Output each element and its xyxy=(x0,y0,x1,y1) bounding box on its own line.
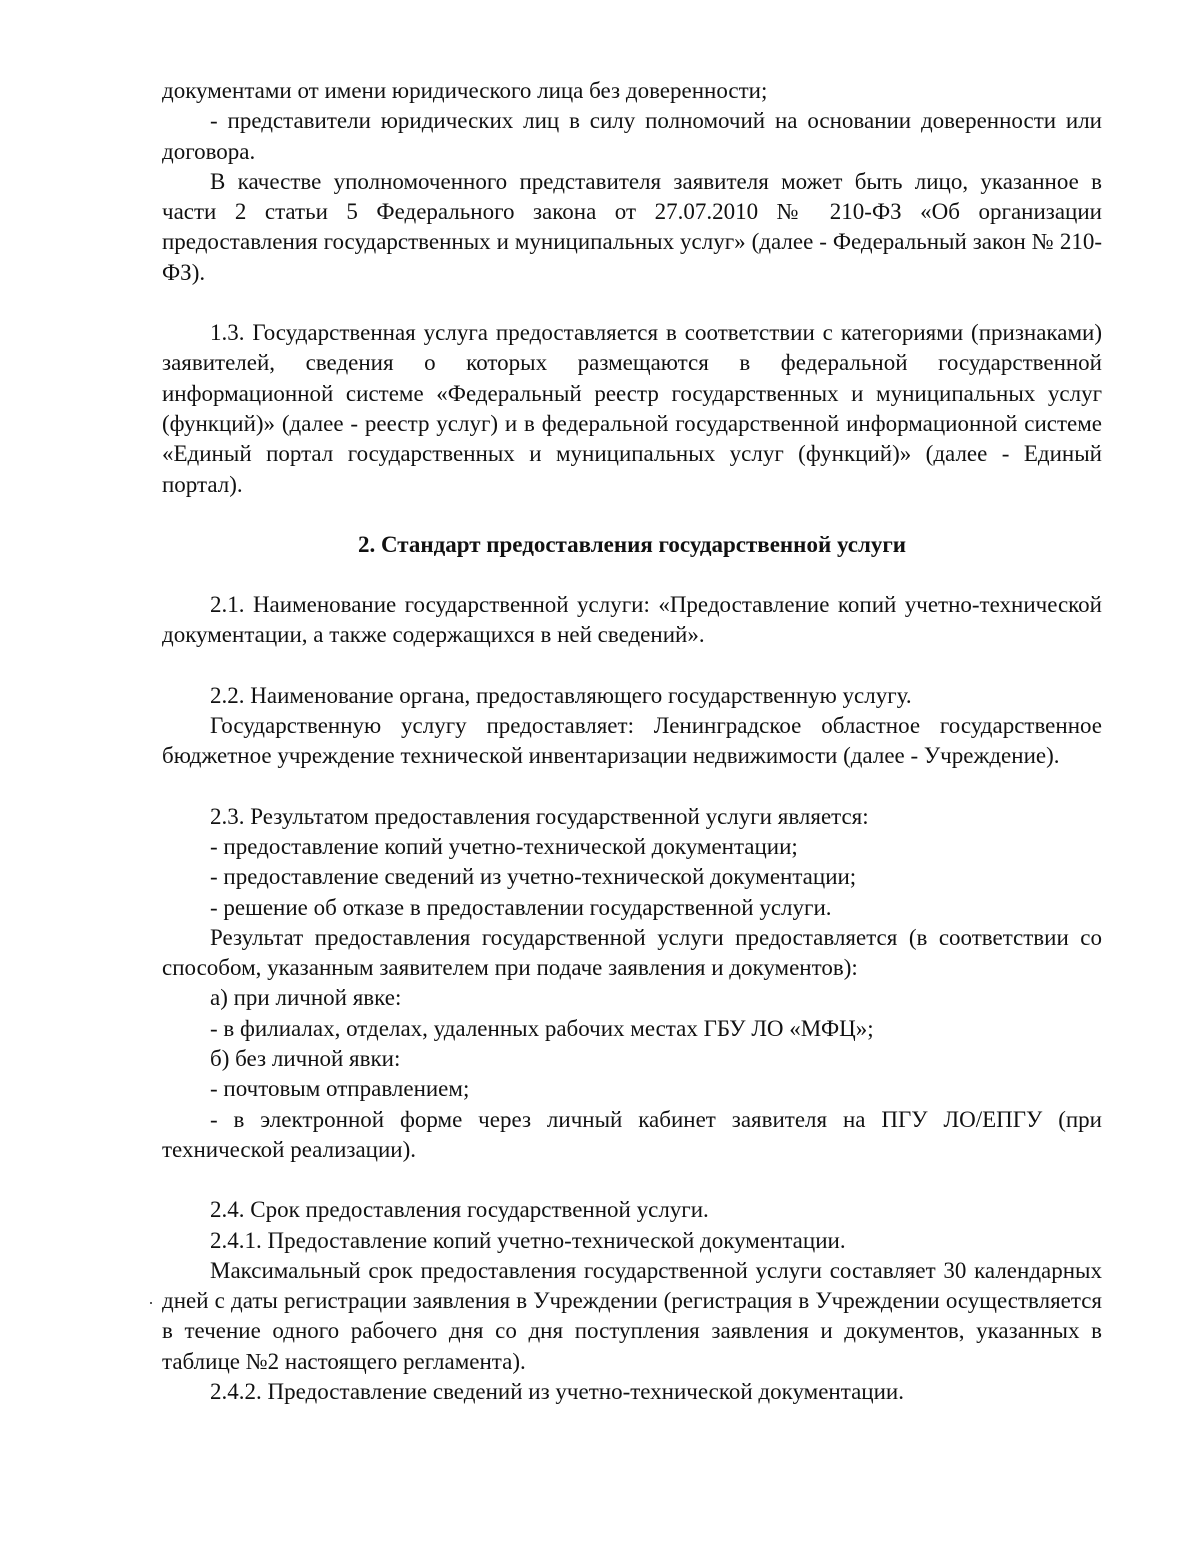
list-item: - предоставление копий учетно-технической документации; xyxy=(210,833,798,859)
paragraph: Максимальный срок предоставления государственной услуги составляет 30 календарных дней с даты регистрации заявления в Учреждении (регистрация в Учреждении осуществляется в течение одного рабочего дня со дня поступления заявления и документов, указанных в таблице №2 настоящего регламента). xyxy=(162,1257,1102,1374)
spacer xyxy=(162,1165,1102,1195)
spacer xyxy=(162,560,1102,590)
scan-speck xyxy=(150,1302,152,1304)
paragraph: 2.4.2. Предоставление сведений из учетно-технической документации. xyxy=(210,1378,904,1404)
list-item: - в электронной форме через личный кабинет заявителя на ПГУ ЛО/ЕПГУ (при технической реализации). xyxy=(162,1106,1102,1162)
paragraph: Результат предоставления государственной услуги предоставляется (в соответствии со способом, указанным заявителем при подаче заявления и документов): xyxy=(162,924,1102,981)
list-item: а) при личной явке: xyxy=(210,985,402,1011)
paragraph: 2.2. Наименование органа, предоставляющего государственную услугу. xyxy=(210,682,912,708)
paragraph: 2.1. Наименование государственной услуги: «Предоставление копий учетно-технической документации, а также содержащихся в ней сведений». xyxy=(162,592,1102,648)
spacer xyxy=(162,288,1102,318)
list-item: - предоставление сведений из учетно-технической документации; xyxy=(210,864,857,890)
paragraph: В качестве уполномоченного представителя заявителя может быть лицо, указанное в части 2 статьи 5 Федерального закона от 27.07.2010 № 210-ФЗ «Об организации предоставления государственных и муниципальных услуг» (далее - Федеральный закон № 210-ФЗ). xyxy=(162,168,1102,285)
spacer xyxy=(162,772,1102,802)
paragraph: - представители юридических лиц в силу полномочий на основании доверенности или договора. xyxy=(162,108,1102,164)
paragraph: Государственную услугу предоставляет: Ленинградское областное государственное бюджетное учреждение технической инвентаризации недвижимости (далее - Учреждение). xyxy=(162,713,1102,769)
list-item: - почтовым отправлением; xyxy=(210,1076,470,1102)
list-item: б) без личной явки: xyxy=(210,1046,401,1072)
paragraph: 2.4.1. Предоставление копий учетно-технической документации. xyxy=(210,1227,846,1253)
document-body xyxy=(162,76,1102,1407)
paragraph: документами от имени юридического лица без доверенности; xyxy=(162,78,768,103)
spacer xyxy=(162,500,1102,530)
spacer xyxy=(162,651,1102,681)
section-heading: 2. Стандарт предоставления государственной услуги xyxy=(357,531,907,557)
list-item: - в филиалах, отделах, удаленных рабочих местах ГБУ ЛО «МФЦ»; xyxy=(210,1015,874,1041)
paragraph: 1.3. Государственная услуга предоставляется в соответствии с категориями (признаками) заявителей, сведения о которых размещаются в федеральной государственной информационной системе «Федеральный реестр государственных и муниципальных услуг (функций)» (далее - реестр услуг) и в федеральной государственной информационной системе «Единый портал государственных и муниципальных услуг (функций)» (далее - Единый портал). xyxy=(162,320,1102,497)
paragraph: 2.3. Результатом предоставления государственной услуги является: xyxy=(210,803,869,829)
list-item: - решение об отказе в предоставлении государственной услуги. xyxy=(210,894,832,920)
paragraph: 2.4. Срок предоставления государственной услуги. xyxy=(210,1197,709,1223)
